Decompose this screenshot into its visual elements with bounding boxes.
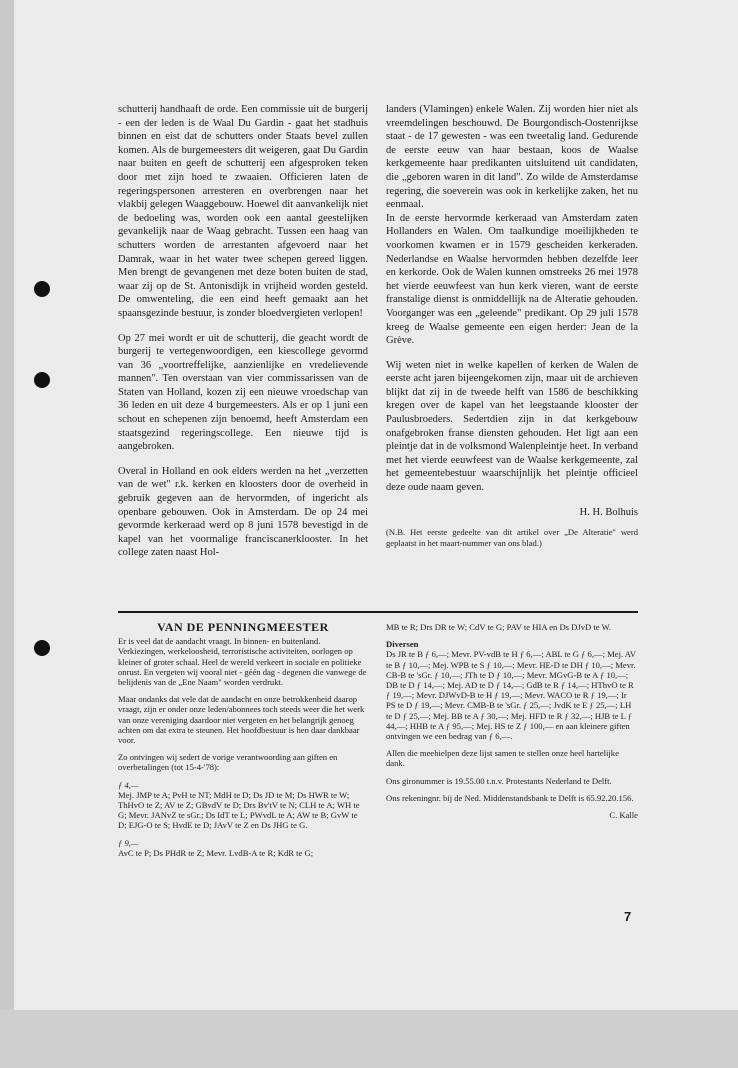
amount-heading: ƒ 9,— [118, 837, 139, 848]
treasurer-signature: C. Kalle [609, 810, 638, 821]
thanks-text: Allen die meehielpen deze lijst samen te stellen onze heel hartelijke dank. [386, 748, 619, 769]
treasurer-paragraph: Zo ontvingen wij sedert de vorige verantwoording aan giften en overbetalingen (tot 15-4-'78): [118, 752, 338, 773]
article-paragraph: Op 27 mei wordt er uit de schutterij, die geacht wordt de burgerij te vertegenwoordigen, een kiescollege gevormd van 36 „voortreffelijke, aanzienlijke en vredelievende mannen". Ten overstaan van vier commissarissen van de Staten van Holland, kozen zij een nieuwe vroedschap van 36 leden en uit deze 4 burgemeesters. Als er op 1 juni een schout en schepenen zijn benoemd, heeft Amsterdam een staatsgezind regeringscollege. Een nieuwe tijd is aangebroken. [118, 332, 368, 453]
article-note: (N.B. Het eerste gedeelte van dit artikel over „De Alteratie" werd geplaatst in het maart-nummer van ons blad.) [386, 527, 638, 548]
article-column-left [118, 103, 368, 571]
article-paragraph: Overal in Holland en ook elders werden na het „verzetten van de wet" r.k. kerken en kloosters door de overheid in gebruik gegeven aan de hervormden, of ingericht als openbare gebouwen. Ook in Amsterdam. De op 24 mei gevormde kerkeraad werd op 8 juni 1578 bevestigd in de kapel van het voormalige franciscanerklooster. In het college zaten naast Hol- [118, 465, 368, 559]
treasurer-paragraph: Maar ondanks dat vele dat de aandacht en onze betrokkenheid daarop vraagt, zijn er onder onze leden/abonnees toch steeds weer die het werk van onze vereniging daardoor niet vergeten en het belangrijk genoeg achten om dat extra te steunen. Het hoofdbestuur is hen daar dankbaar voor. [118, 694, 365, 746]
donor-list: Mej. JMP te A; PvH te NT; MdH te D; Ds JD te M; Ds HWR te W; ThHvO te Z; AV te Z; GBvdV te D; Drs Bv'tV te N; CLH te A; WH te G; Mevr. JANvZ te sGr.; Ds IdT te L; PWvdL te A; AW te B; GvW te D; EJG-O te S; HvdE te D; JAvV te Z en Ds JHG te G. [118, 789, 360, 831]
page-number: 7 [624, 909, 632, 924]
treasurer-column-left [118, 622, 368, 865]
donor-list: AvC te P; Ds PHdR te Z; Mevr. LvdB-A te R; KdR te G; [118, 847, 314, 858]
article-author: H. H. Bolhuis [579, 506, 638, 518]
bank-text: Ons rekeningnr. bij de Ned. Middenstandsbank te Delft is 65.92.20.156. [386, 792, 634, 803]
article-paragraph: landers (Vlamingen) enkele Walen. Zij worden hier niet als vreemdelingen beschouwd. De Bourgondisch-Oostenrijkse staat - de 17 gewesten - was een tweetalig land. Gedurende de eerste eeuw van haar bestaan, koos de Waalse kerkgemeente haar predikanten uitsluitend uit candidaten, die „geboren waren in dit land". Zo wilde de Amsterdamse regering, die soeverein was ook in kerkelijke zaken, het nu eenmaal. [386, 104, 638, 211]
amount-heading: ƒ 4,— [118, 779, 139, 790]
scan-bottom-edge [0, 1010, 738, 1068]
section-title: VAN DE PENNINGMEESTER [157, 620, 329, 634]
treasurer-paragraph: Er is veel dat de aandacht vraagt. In binnen- en buitenland. Verkiezingen, werkeloosheid, terroristische activiteiten, oorlogen op kleiner of groter schaal. Heel de wereld verkeert in sociale en politieke onrust. En vergeten wij vooral niet - géén dag - degenen die vanwege de belijdenis van de „Ene Naam" worden verdrukt. [118, 636, 367, 688]
punch-hole [34, 281, 50, 297]
treasurer-column-right [386, 622, 638, 827]
article-column-right [386, 103, 638, 559]
article-paragraph: In de eerste hervormde kerkeraad van Amsterdam zaten Hollanders en Walen. Om taalkundige moeilijkheden te voorkomen kwamen er in 1579 gescheiden kerkeraden. Nederlandse en Waalse hervormden hebben dezelfde leer en kerkorde. Ook de Walen kunnen omstreeks 26 mei 1978 het vierde eeuwfeest van hun kerk vieren, want de eerste franstalige dienst is onmiddellijk na de Alteratie gehouden. Voorganger was een „geleende" predikant. Op 29 juli 1578 kreeg de Waalse gemeente een eigen herder: Jean de la Grève. [386, 212, 638, 347]
article-paragraph: Wij weten niet in welke kapellen of kerken de Walen de eerste acht jaren bijeengekomen zijn, maar uit de archieven blijkt dat zij in de tweede helft van 1586 de beschikking kregen over de kapel van het leegstaande klooster der Paulusbroeders. Sedertdien zijn in dat kerkgebouw onafgebroken franse diensten gehouden. Het ligt aan een pleintje dat in de volksmond Walenpleintje heet. In verband met het vierde eeuwfeest van de Waalse kerkgemeente, zal het gemeentebestuur waarschijnlijk het pleintje officieel deze oude naam geven. [386, 359, 638, 494]
diversen-heading: Diversen [386, 639, 419, 650]
punch-hole [34, 372, 50, 388]
donor-list: MB te R; Drs DR te W; CdV te G; PAV te HIA en Ds DJvD te W. [386, 622, 612, 632]
donor-list: Ds JR te B ƒ 6,—; Mevr. PV-vdB te H ƒ 6,—; ABL te G ƒ 6,—; Mej. AV te B ƒ 10,—; Mej. WPB te S ƒ 10,—; Mevr. HE-D te DH ƒ 10,—; Mevr. CB-B te 'sGr. ƒ 10,—; JTh te D ƒ 10,—; Mevr. MGvG-B te A ƒ 10,—; DB te D ƒ 14,—; Mej. AD te D ƒ 14,—; GdB te R ƒ 14,—; HThvO te R ƒ 19,—; Mevr. DJWvD-B te H ƒ 19,—; Mevr. WACO te R ƒ 19,—; Ir PS te D ƒ 19,—; Mevr. CMB-B te 'sGr. ƒ 25,—; JvdK te E ƒ 25,—; LH te D ƒ 25,—; Mej. BB te A ƒ 30,—; Mej. HFD te R ƒ 32,—; HJB te L ƒ 44,—; HHB te A ƒ 95,—; Mej. HS te Z ƒ 100,— en aan kleinere giften ontvingen we een bedrag van ƒ 6,—. [386, 649, 636, 742]
punch-hole [34, 640, 50, 656]
article-paragraph: schutterij handhaaft de orde. Een commissie uit de burgerij - een der leden is de Waal Du Gardin - gaat het stadhuis binnen en eist dat de schutters onder Staats bevel zullen komen. Als de burgemeesters dit weigeren, gaat Du Gardin naar buiten en geeft de schutterij een afgesproken teken door met zijn hoed te zwaaien. Officieren laten de regeringspersonen arresteren en overbrengen naar het vlakbij gelegen Waaggebouw. Hoewel dit aanvankelijk niet de bedoeling was, worden ook een aantal geestelijken gevankelijk naar de Waag gebracht. Tussen een haag van schutters worden de arrestanten afgevoerd naar het Damrak, waar in het water twee schepen gereed liggen. Men brengt de gevangenen met deze boten buiten de stad, waar zij op de St. Antonisdijk in vrijheid worden gesteld. De omwenteling, die een eind heeft gemaakt aan het spaansgezinde bestuur, is zonder bloedvergieten verlopen! [118, 104, 368, 319]
scan-margin [0, 0, 14, 1068]
giro-text: Ons gironummer is 19.55.00 t.n.v. Protestants Nederland te Delft. [386, 775, 612, 786]
section-divider [118, 611, 638, 613]
